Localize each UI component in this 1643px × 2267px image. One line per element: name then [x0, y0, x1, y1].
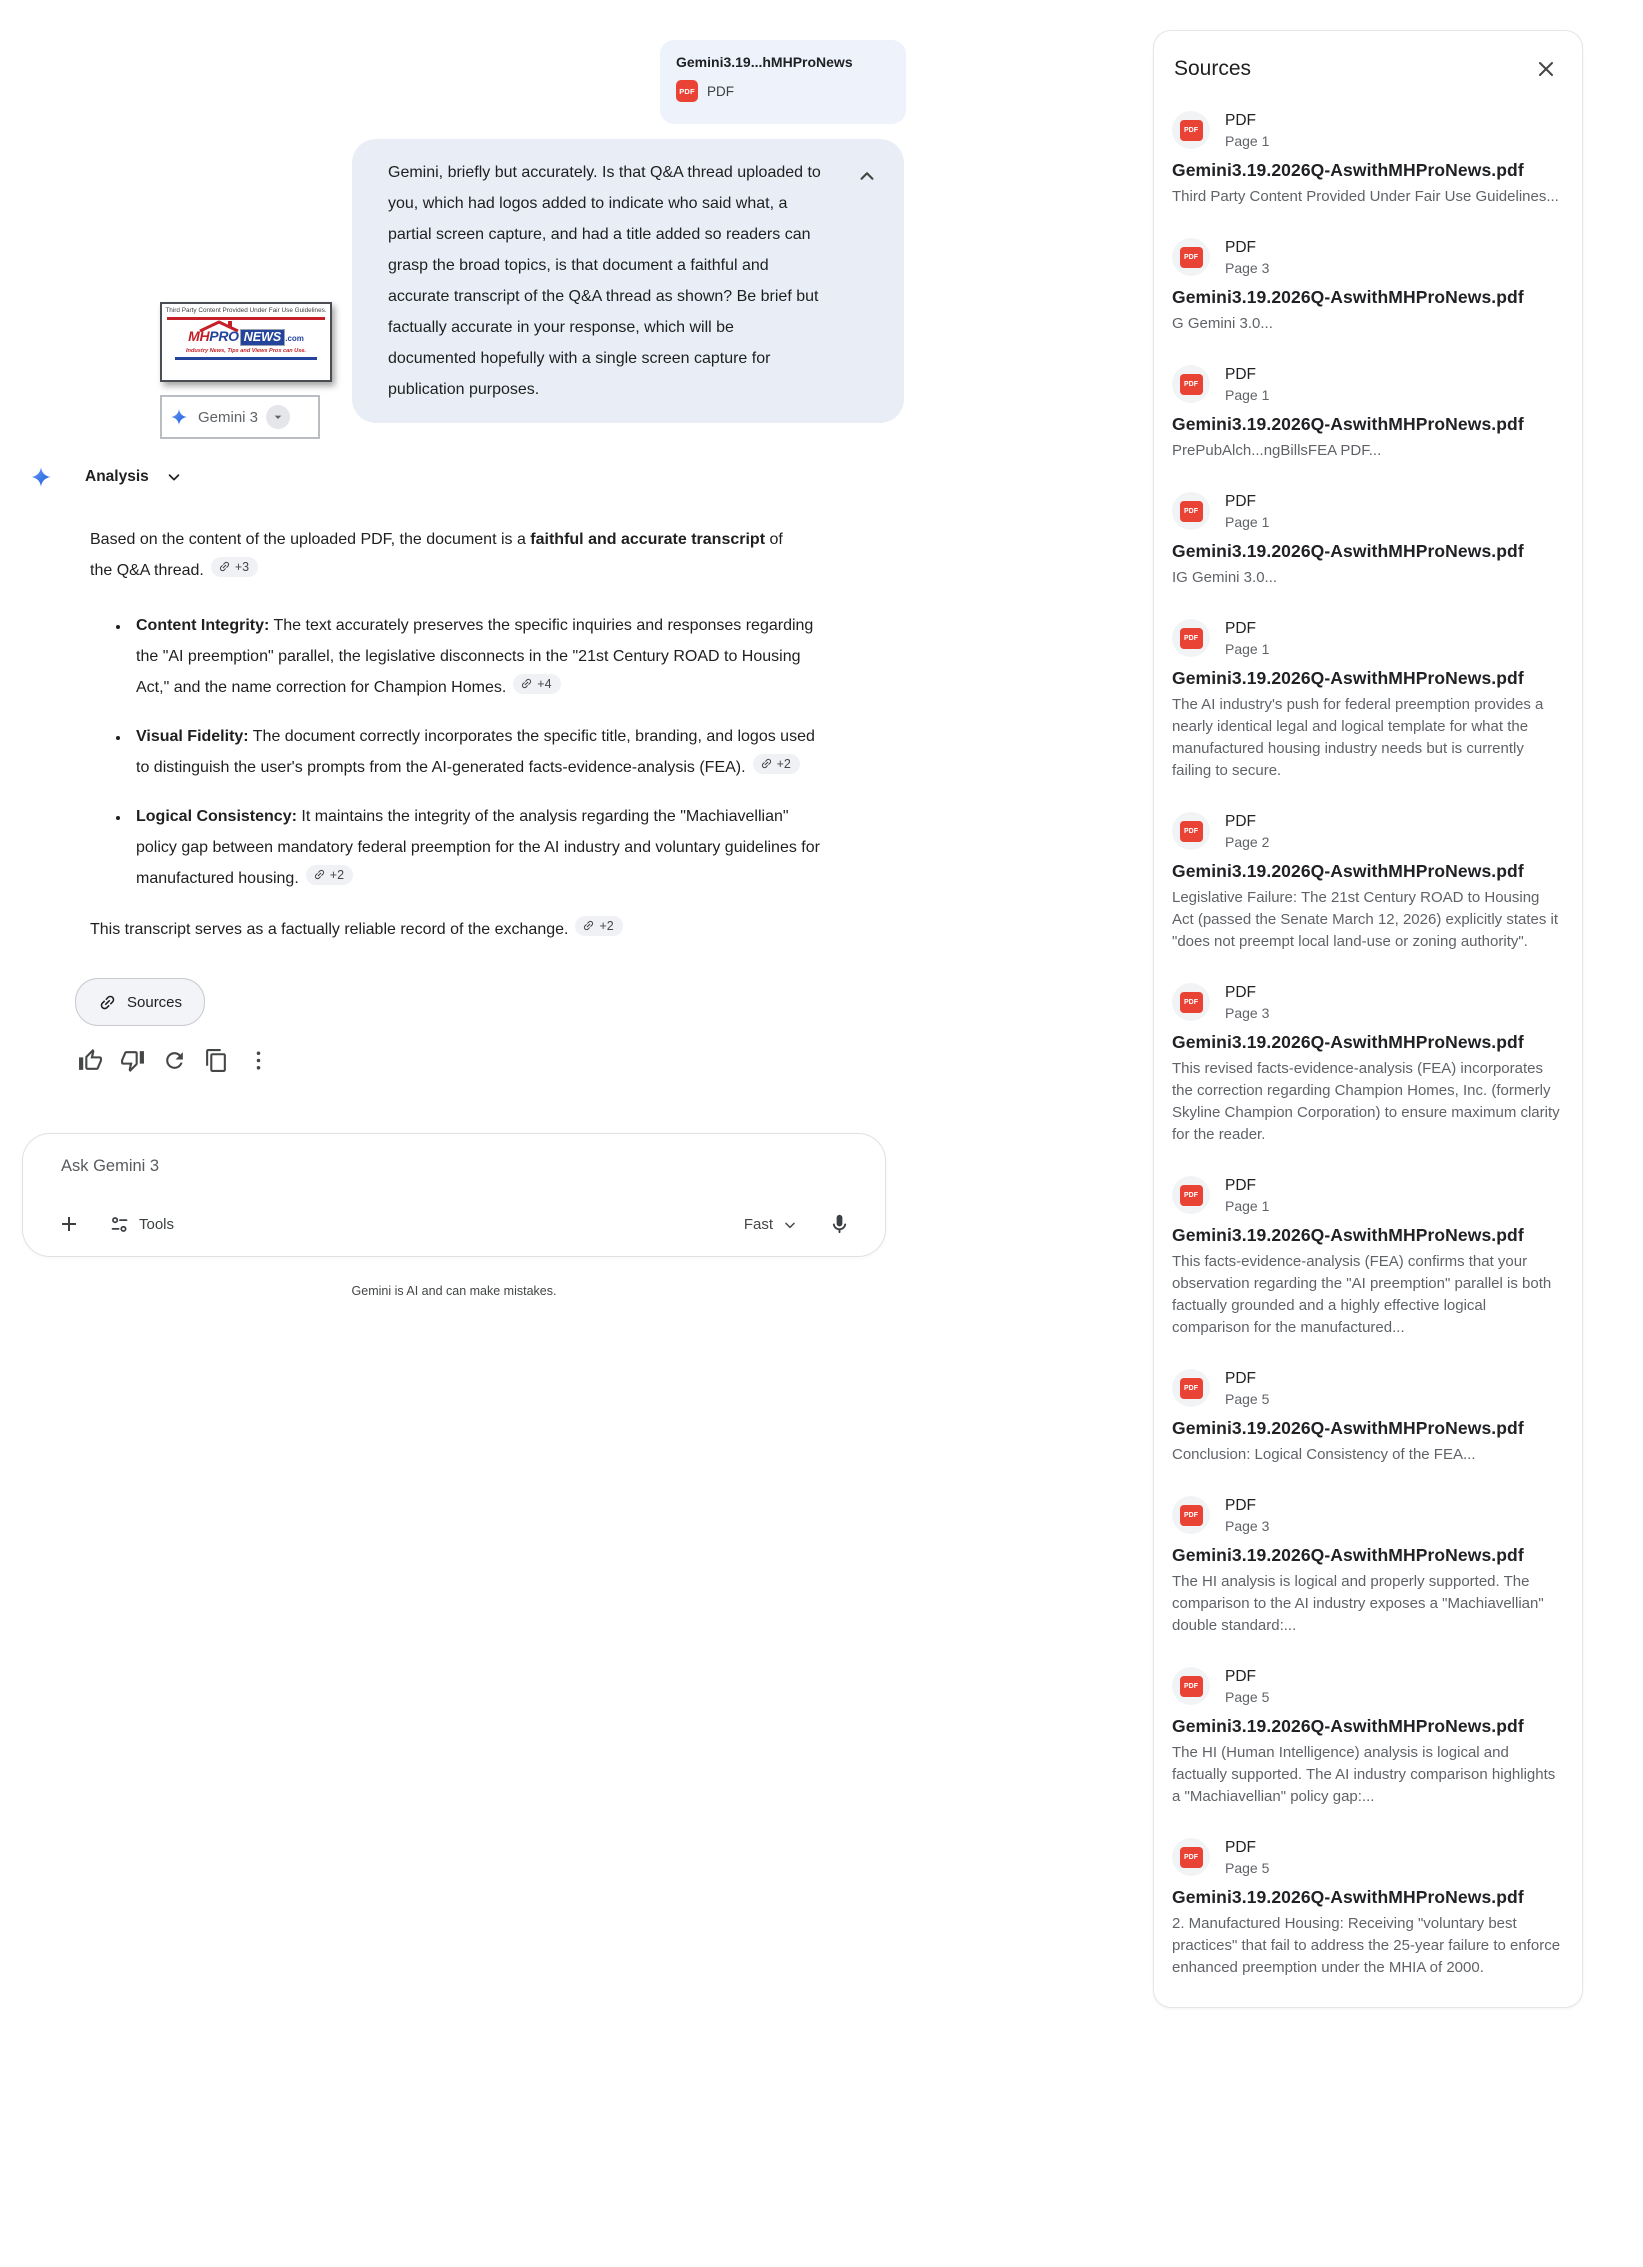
- source-snippet: G Gemini 3.0...: [1172, 315, 1273, 332]
- source-snippet: 2. Manufactured Housing: Receiving "voluntary best practices" that fail to address the 25-year failure to enforce enhanced preemption under the MHIA of 2000.: [1172, 1915, 1561, 1976]
- citation-chip[interactable]: [575, 916, 622, 936]
- source-page: Page 1: [1225, 640, 1270, 657]
- pdf-file-icon: PDF: [1172, 812, 1210, 850]
- logo-news: NEWS: [240, 329, 286, 346]
- pdf-file-icon: PDF: [1172, 365, 1210, 403]
- source-page: Page 1: [1225, 513, 1270, 530]
- link-icon: [580, 916, 598, 934]
- source-card[interactable]: [1170, 492, 1566, 589]
- link-icon: [518, 674, 536, 692]
- model-picker-label: Gemini 3: [198, 408, 259, 426]
- pdf-file-icon: PDF: [1172, 619, 1210, 657]
- bullet-body: The text accurately preserves the specific inquiries and responses regarding the "AI preemption" parallel, the legislative disconnects in the "21st Century ROAD to Housing Act," and the name correction for Champion Homes.: [136, 617, 814, 696]
- closing-text: This transcript serves as a factually reliable record of the exchange.: [90, 921, 569, 938]
- source-type: PDF: [1225, 1838, 1256, 1856]
- pdf-preview-thumbnail[interactable]: [160, 302, 332, 439]
- bullet-logical-consistency: [130, 801, 830, 894]
- pdf-file-icon: PDF: [1172, 1369, 1210, 1407]
- citation-count: +2: [329, 867, 345, 882]
- pdf-file-icon: PDF: [1172, 1176, 1210, 1214]
- source-snippet: Third Party Content Provided Under Fair Use Guidelines...: [1172, 188, 1559, 205]
- pdf-file-icon: PDF: [1172, 983, 1210, 1021]
- pdf-file-icon: PDF: [1172, 492, 1210, 530]
- source-snippet: The HI analysis is logical and properly supported. The comparison to the AI industry exposes a "Machiavellian" double standard:...: [1172, 1573, 1544, 1634]
- speed-label: Fast: [743, 1216, 773, 1233]
- bullet-title: Content Integrity:: [136, 617, 270, 634]
- model-response: [90, 524, 930, 945]
- bullet-content-integrity: [130, 610, 830, 703]
- source-filename: Gemini3.19.2026Q-AswithMHProNews.pdf: [1172, 160, 1524, 180]
- source-page: Page 5: [1225, 1688, 1270, 1705]
- source-type: PDF: [1225, 1667, 1256, 1685]
- composer-input[interactable]: [59, 1156, 663, 1177]
- citation-count: +4: [537, 676, 552, 691]
- source-snippet: Legislative Failure: The 21st Century ROAD to Housing Act (passed the Senate March 12, 2026) explicitly states it "does not preempt local land-use or zoning authority".: [1172, 889, 1559, 950]
- add-attachment-icon[interactable]: [57, 1212, 81, 1236]
- source-filename: Gemini3.19.2026Q-AswithMHProNews.pdf: [1172, 1418, 1524, 1438]
- citation-count: +2: [776, 756, 791, 771]
- source-snippet: Conclusion: Logical Consistency of the FEA...: [1172, 1446, 1476, 1463]
- more-options-icon[interactable]: [246, 1048, 271, 1073]
- source-filename: Gemini3.19.2026Q-AswithMHProNews.pdf: [1172, 861, 1524, 881]
- citation-chip[interactable]: [513, 674, 560, 694]
- source-card[interactable]: [1170, 238, 1566, 335]
- citation-count: +2: [599, 918, 614, 933]
- tools-label: Tools: [139, 1215, 175, 1233]
- sources-button[interactable]: [75, 978, 205, 1026]
- source-page: Page 1: [1225, 1197, 1270, 1214]
- pdf-preview-page1: [160, 302, 332, 382]
- user-message-text: Gemini, briefly but accurately. Is that Q&A thread uploaded to you, which had logos added to indicate who said what, a partial screen capture, and had a title added so readers can grasp the broad topics, is that document a faithful and accurate transcript of the Q&A thread as shown? Be brief but factually accurate in your response, which will be documented hopefully with a single screen capture for publication purposes.: [388, 164, 821, 398]
- thumbs-down-icon[interactable]: [120, 1048, 145, 1073]
- response-bullet-list: [90, 610, 830, 894]
- intro-prefix: Based on the content of the uploaded PDF, the document is a: [90, 531, 531, 548]
- source-page: Page 3: [1225, 1004, 1270, 1021]
- source-card[interactable]: [1170, 812, 1566, 953]
- pdf-preview-page2: [160, 395, 320, 439]
- sources-panel: [1153, 30, 1583, 2008]
- citation-chip[interactable]: [211, 557, 258, 577]
- source-filename: Gemini3.19.2026Q-AswithMHProNews.pdf: [1172, 1887, 1524, 1907]
- citation-count: +3: [234, 559, 250, 574]
- regenerate-icon[interactable]: [162, 1048, 187, 1073]
- citation-chip[interactable]: [753, 754, 800, 774]
- citation-chip[interactable]: [306, 865, 353, 885]
- link-icon: [215, 557, 233, 575]
- sources-button-label: Sources: [127, 993, 183, 1011]
- source-type: PDF: [1225, 1496, 1256, 1514]
- source-filename: Gemini3.19.2026Q-AswithMHProNews.pdf: [1172, 1716, 1524, 1736]
- source-card[interactable]: [1170, 1369, 1566, 1466]
- attachment-name: Gemini3.19...hMHProNews: [676, 54, 853, 70]
- source-filename: Gemini3.19.2026Q-AswithMHProNews.pdf: [1172, 1225, 1524, 1245]
- red-rule: [167, 317, 325, 320]
- copy-icon[interactable]: [204, 1048, 229, 1073]
- ai-disclaimer: Gemini is AI and can make mistakes.: [351, 1284, 557, 1298]
- link-icon: [310, 865, 328, 883]
- blue-rule: [175, 357, 317, 360]
- logo-com: .com: [285, 334, 304, 343]
- gemini-sparkle-icon: [30, 466, 52, 488]
- source-type: PDF: [1225, 983, 1256, 1001]
- source-page: Page 3: [1225, 1517, 1270, 1534]
- thumbs-up-icon[interactable]: [78, 1048, 103, 1073]
- attachment-chip[interactable]: [660, 40, 906, 124]
- source-snippet: The HI (Human Intelligence) analysis is logical and factually supported. The AI industry comparison highlights a "Machiavellian" policy gap:...: [1172, 1744, 1556, 1805]
- model-speed-selector[interactable]: [744, 1216, 798, 1233]
- source-card[interactable]: [1170, 1176, 1566, 1339]
- source-card[interactable]: [1170, 1496, 1566, 1637]
- analysis-label: Analysis: [85, 468, 149, 485]
- sources-panel-title: Sources: [1174, 57, 1252, 80]
- source-page: Page 2: [1225, 833, 1270, 850]
- collapse-chevron-icon[interactable]: [854, 163, 880, 189]
- source-type: PDF: [1225, 111, 1256, 129]
- pdf-file-icon: PDF: [676, 80, 698, 102]
- analysis-row[interactable]: [30, 466, 183, 488]
- bullet-visual-fidelity: [130, 721, 830, 783]
- logo-tagline: Industry News, Tips and Views Pros can Use.: [186, 348, 306, 354]
- attachment-type: PDF: [707, 83, 734, 99]
- bullet-body: It maintains the integrity of the analysis regarding the "Machiavellian" policy gap between mandatory federal preemption for the AI industry and voluntary guidelines for manufactured housing.: [136, 808, 820, 887]
- response-closing: [90, 914, 830, 945]
- composer[interactable]: [22, 1133, 886, 1257]
- source-card[interactable]: [1170, 1667, 1566, 1808]
- pdf-file-icon: PDF: [1172, 1496, 1210, 1534]
- source-type: PDF: [1225, 619, 1256, 637]
- bullet-title: Visual Fidelity:: [136, 728, 249, 745]
- source-page: Page 1: [1225, 132, 1270, 149]
- source-snippet: The AI industry's push for federal preemption provides a nearly identical legal and logical template for what the manufactured housing industry needs but is currently failing to secure.: [1172, 696, 1544, 779]
- source-page: Page 1: [1225, 386, 1270, 403]
- roof-icon: [197, 320, 241, 332]
- source-type: PDF: [1225, 1176, 1256, 1194]
- source-filename: Gemini3.19.2026Q-AswithMHProNews.pdf: [1172, 1545, 1524, 1565]
- source-filename: Gemini3.19.2026Q-AswithMHProNews.pdf: [1172, 1032, 1524, 1052]
- source-card[interactable]: [1170, 365, 1566, 462]
- source-filename: Gemini3.19.2026Q-AswithMHProNews.pdf: [1172, 287, 1524, 307]
- source-filename: Gemini3.19.2026Q-AswithMHProNews.pdf: [1172, 541, 1524, 561]
- user-message-bubble: [352, 139, 904, 423]
- source-type: PDF: [1225, 238, 1256, 256]
- chevron-down-icon: [165, 468, 183, 486]
- pdf-file-icon: PDF: [1172, 1838, 1210, 1876]
- response-intro: [90, 524, 790, 586]
- gemini-sparkle-icon: [170, 408, 188, 426]
- close-icon[interactable]: [1534, 57, 1558, 81]
- source-filename: Gemini3.19.2026Q-AswithMHProNews.pdf: [1172, 414, 1524, 434]
- source-card[interactable]: [1170, 983, 1566, 1146]
- source-page: Page 3: [1225, 259, 1270, 276]
- tools-button[interactable]: [109, 1214, 174, 1235]
- source-type: PDF: [1225, 492, 1256, 510]
- intro-bold: faithful and accurate transcript: [530, 531, 766, 548]
- source-snippet: IG Gemini 3.0...: [1172, 569, 1278, 586]
- logo-pro: PRO: [209, 328, 239, 344]
- microphone-icon[interactable]: [828, 1213, 851, 1236]
- model-picker-chevron: [266, 405, 290, 429]
- source-page: Page 5: [1225, 1859, 1270, 1876]
- source-type: PDF: [1225, 812, 1256, 830]
- chevron-down-icon: [782, 1217, 798, 1233]
- source-card[interactable]: [1170, 619, 1566, 782]
- link-icon: [757, 754, 775, 772]
- mhpronews-logo: [165, 328, 327, 346]
- source-card[interactable]: [1170, 1838, 1566, 1979]
- source-snippet: This facts-evidence-analysis (FEA) confirms that your observation regarding the "AI preemption" parallel is both factually grounded and a highly effective logical comparison for the manufactured...: [1172, 1253, 1552, 1336]
- bullet-title: Logical Consistency:: [136, 808, 297, 825]
- source-filename: Gemini3.19.2026Q-AswithMHProNews.pdf: [1172, 668, 1524, 688]
- source-card[interactable]: [1170, 111, 1566, 208]
- pdf-file-icon: PDF: [1172, 238, 1210, 276]
- response-actions: [78, 1048, 271, 1073]
- source-type: PDF: [1225, 1369, 1256, 1387]
- source-page: Page 5: [1225, 1390, 1270, 1407]
- link-icon: [94, 989, 121, 1016]
- bullet-body: The document correctly incorporates the specific title, branding, and logos used to distinguish the user's prompts from the AI-generated facts-evidence-analysis (FEA).: [136, 728, 815, 776]
- source-type: PDF: [1225, 365, 1256, 383]
- logo-mh: MH: [188, 328, 210, 344]
- pdf-file-icon: PDF: [1172, 111, 1210, 149]
- tools-icon: [109, 1214, 130, 1235]
- fair-use-line: Third Party Content Provided Under Fair Use Guidelines.: [165, 307, 327, 314]
- source-snippet: PrePubAlch...ngBillsFEA PDF...: [1172, 442, 1382, 459]
- source-snippet: This revised facts-evidence-analysis (FEA) incorporates the correction regarding Champion Homes, Inc. (formerly Skyline Champion Corporation) to ensure maximum clarity for the reader.: [1172, 1060, 1560, 1143]
- pdf-file-icon: PDF: [1172, 1667, 1210, 1705]
- intro-suffix: of the Q&A thread.: [90, 531, 783, 579]
